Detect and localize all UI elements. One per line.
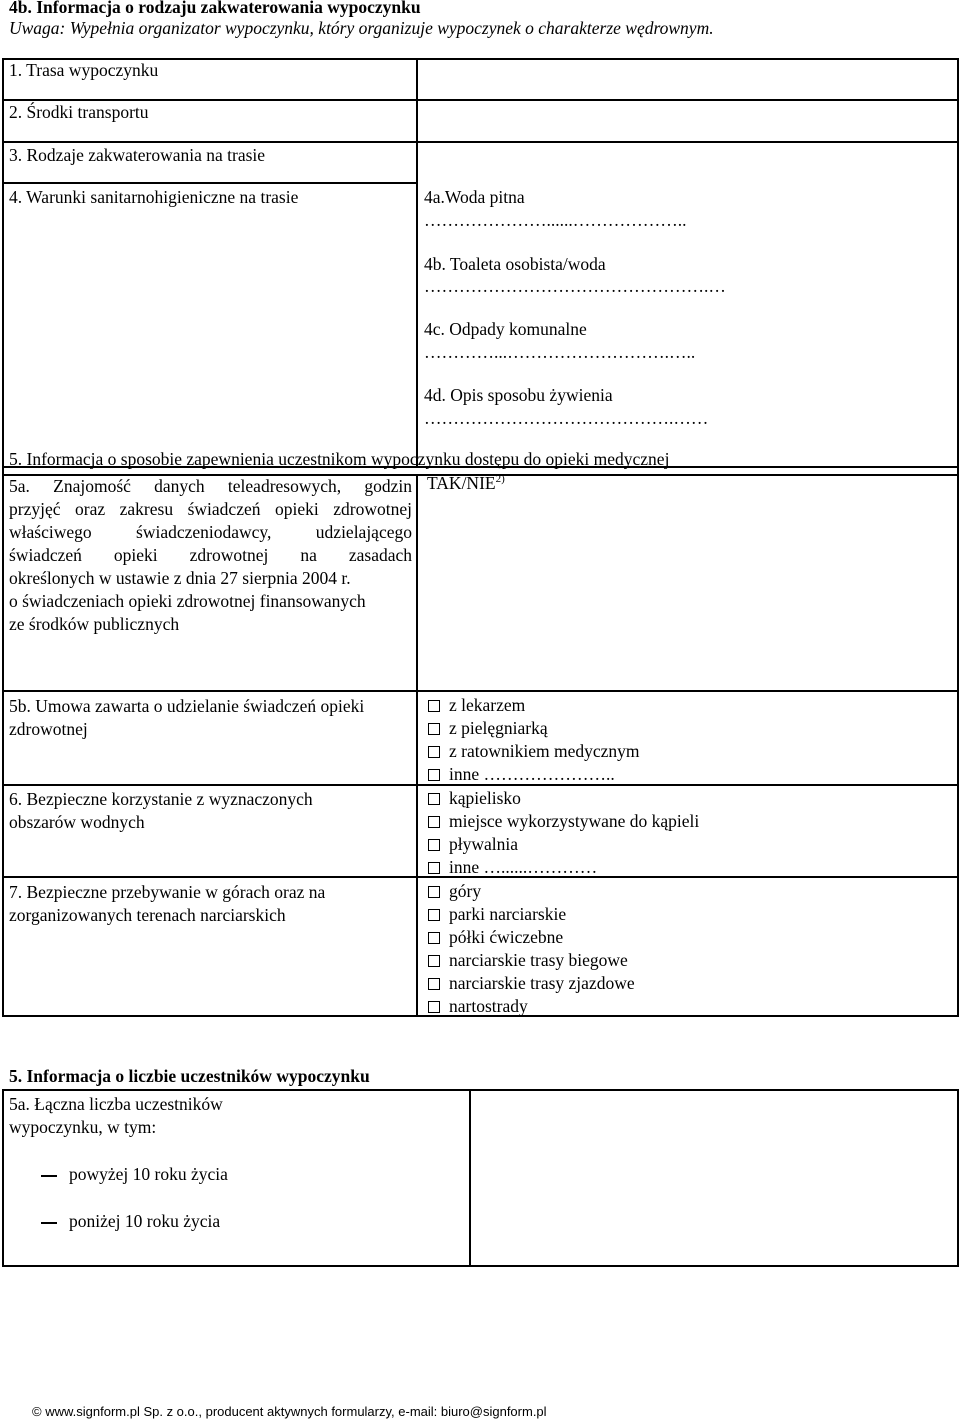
participants-total-label: [9, 1093, 223, 1139]
option-ski-parks[interactable]: [428, 904, 566, 925]
option-nurse[interactable]: [428, 718, 548, 739]
dash-icon: [41, 1175, 57, 1177]
q5a-line: świadczeń opieki zdrowotnej na zasadach: [9, 545, 412, 565]
q5a-footnote: 2): [495, 473, 505, 486]
food-label: 4d. Opis sposobu żywienia: [424, 385, 613, 405]
option-label: z pielęgniarką: [449, 718, 548, 738]
option-doctor[interactable]: [428, 695, 525, 716]
checkbox[interactable]: [428, 978, 440, 990]
option-label: inne …………………..: [449, 764, 615, 784]
participants-heading: 5. Informacja o liczbie uczestników wypoczynku: [9, 1066, 370, 1086]
footer-copyright: © www.signform.pl Sp. z o.o., producent aktywnych formularzy, e-mail: biuro@signform.pl: [32, 1404, 547, 1419]
option-label: z ratownikiem medycznym: [449, 741, 640, 761]
q7-line: zorganizowanych terenach narciarskich: [9, 905, 286, 925]
medical-heading: 5. Informacja o sposobie zapewnienia uczestnikom wypoczynku dostępu do opieki medycznej: [9, 449, 670, 469]
question-6-text: [9, 788, 313, 834]
question-5b-text: [9, 695, 364, 741]
section-4b-heading: 4b. Informacja o rodzaju zakwaterowania wypoczynku: [9, 0, 421, 17]
option-paramedic[interactable]: [428, 741, 640, 762]
option-practice-slopes[interactable]: [428, 927, 563, 948]
checkbox[interactable]: [428, 769, 440, 781]
option-label: inne …......…………: [449, 857, 598, 877]
checkbox[interactable]: [428, 746, 440, 758]
water-dots: …………………......………………..: [424, 210, 687, 230]
food-dots: …………………………………….……: [424, 408, 709, 428]
option-label: parki narciarskie: [449, 904, 567, 924]
option-label: nartostrady: [449, 996, 528, 1016]
waste-label: 4c. Odpady komunalne: [424, 319, 587, 339]
q5a-line: 5a. Znajomość danych teleadresowych, godzin: [9, 476, 412, 496]
option-label: narciarskie trasy biegowe: [449, 950, 628, 970]
option-label: miejsce wykorzystywane do kąpieli: [449, 811, 700, 831]
q5a-answer-text: TAK/NIE: [427, 473, 496, 493]
q5a-line: określonych w ustawie z dnia 27 sierpnia 2004 r.: [9, 568, 351, 588]
option-bathing-place[interactable]: [428, 811, 699, 832]
dash-icon: [41, 1222, 57, 1224]
q5b-line: zdrowotnej: [9, 719, 88, 739]
toilet-label: 4b. Toaleta osobista/woda: [424, 254, 606, 274]
option-label: góry: [449, 881, 482, 901]
option-ski-routes[interactable]: [428, 996, 528, 1017]
checkbox[interactable]: [428, 932, 440, 944]
checkbox[interactable]: [428, 700, 440, 712]
checkbox[interactable]: [428, 1001, 440, 1013]
q5a-line: przyjęć oraz zakresu świadczeń opieki zdrowotnej: [9, 499, 412, 519]
under-10-label: poniżej 10 roku życia: [69, 1211, 221, 1231]
participants-line: 5a. Łączna liczba uczestników: [9, 1094, 223, 1114]
option-bathing-area[interactable]: [428, 788, 521, 809]
q5a-line: o świadczeniach opieki zdrowotnej finansowanych: [9, 591, 366, 611]
checkbox[interactable]: [428, 862, 440, 874]
toilet-dots: ………………………………………….…: [424, 276, 726, 296]
question-7-text: [9, 881, 325, 927]
checkbox[interactable]: [428, 886, 440, 898]
option-downhill[interactable]: [428, 973, 635, 994]
q5a-answer[interactable]: [427, 473, 505, 494]
option-label: półki ćwiczebne: [449, 927, 564, 947]
q5a-line: ze środków publicznych: [9, 614, 180, 634]
q6-line: obszarów wodnych: [9, 812, 145, 832]
question-5a-text: [9, 475, 412, 636]
option-label: narciarskie trasy zjazdowe: [449, 973, 635, 993]
checkbox[interactable]: [428, 839, 440, 851]
checkbox[interactable]: [428, 955, 440, 967]
option-mountains[interactable]: [428, 881, 481, 902]
option-label: z lekarzem: [449, 695, 526, 715]
q6-line: 6. Bezpieczne korzystanie z wyznaczonych: [9, 789, 313, 809]
q5a-line: właściwego świadczeniodawcy, udzielającego: [9, 522, 412, 542]
over-10-label: powyżej 10 roku życia: [69, 1164, 228, 1184]
q5b-line: 5b. Umowa zawarta o udzielanie świadczeń opieki: [9, 696, 365, 716]
sanitary-label: 4. Warunki sanitarnohigieniczne na trasie: [9, 187, 299, 207]
section-4b-note: Uwaga: Wypełnia organizator wypoczynku, który organizuje wypoczynek o charakterze wędrownym.: [9, 18, 714, 38]
option-label: pływalnia: [449, 834, 519, 854]
transport-label: 2. Środki transportu: [9, 102, 149, 122]
route-label: 1. Trasa wypoczynku: [9, 60, 159, 80]
checkbox[interactable]: [428, 793, 440, 805]
option-cross-country[interactable]: [428, 950, 628, 971]
checkbox[interactable]: [428, 723, 440, 735]
accommodation-label: 3. Rodzaje zakwaterowania na trasie: [9, 145, 266, 165]
waste-dots: …………...……………………….…..: [424, 342, 696, 362]
participants-line: wypoczynku, w tym:: [9, 1117, 157, 1137]
option-other-medical[interactable]: [428, 764, 615, 785]
option-pool[interactable]: [428, 834, 518, 855]
checkbox[interactable]: [428, 816, 440, 828]
checkbox[interactable]: [428, 909, 440, 921]
q7-line: 7. Bezpieczne przebywanie w górach oraz na: [9, 882, 326, 902]
option-other-water[interactable]: [428, 857, 597, 878]
water-label: 4a.Woda pitna: [424, 187, 525, 207]
option-label: kąpielisko: [449, 788, 521, 808]
